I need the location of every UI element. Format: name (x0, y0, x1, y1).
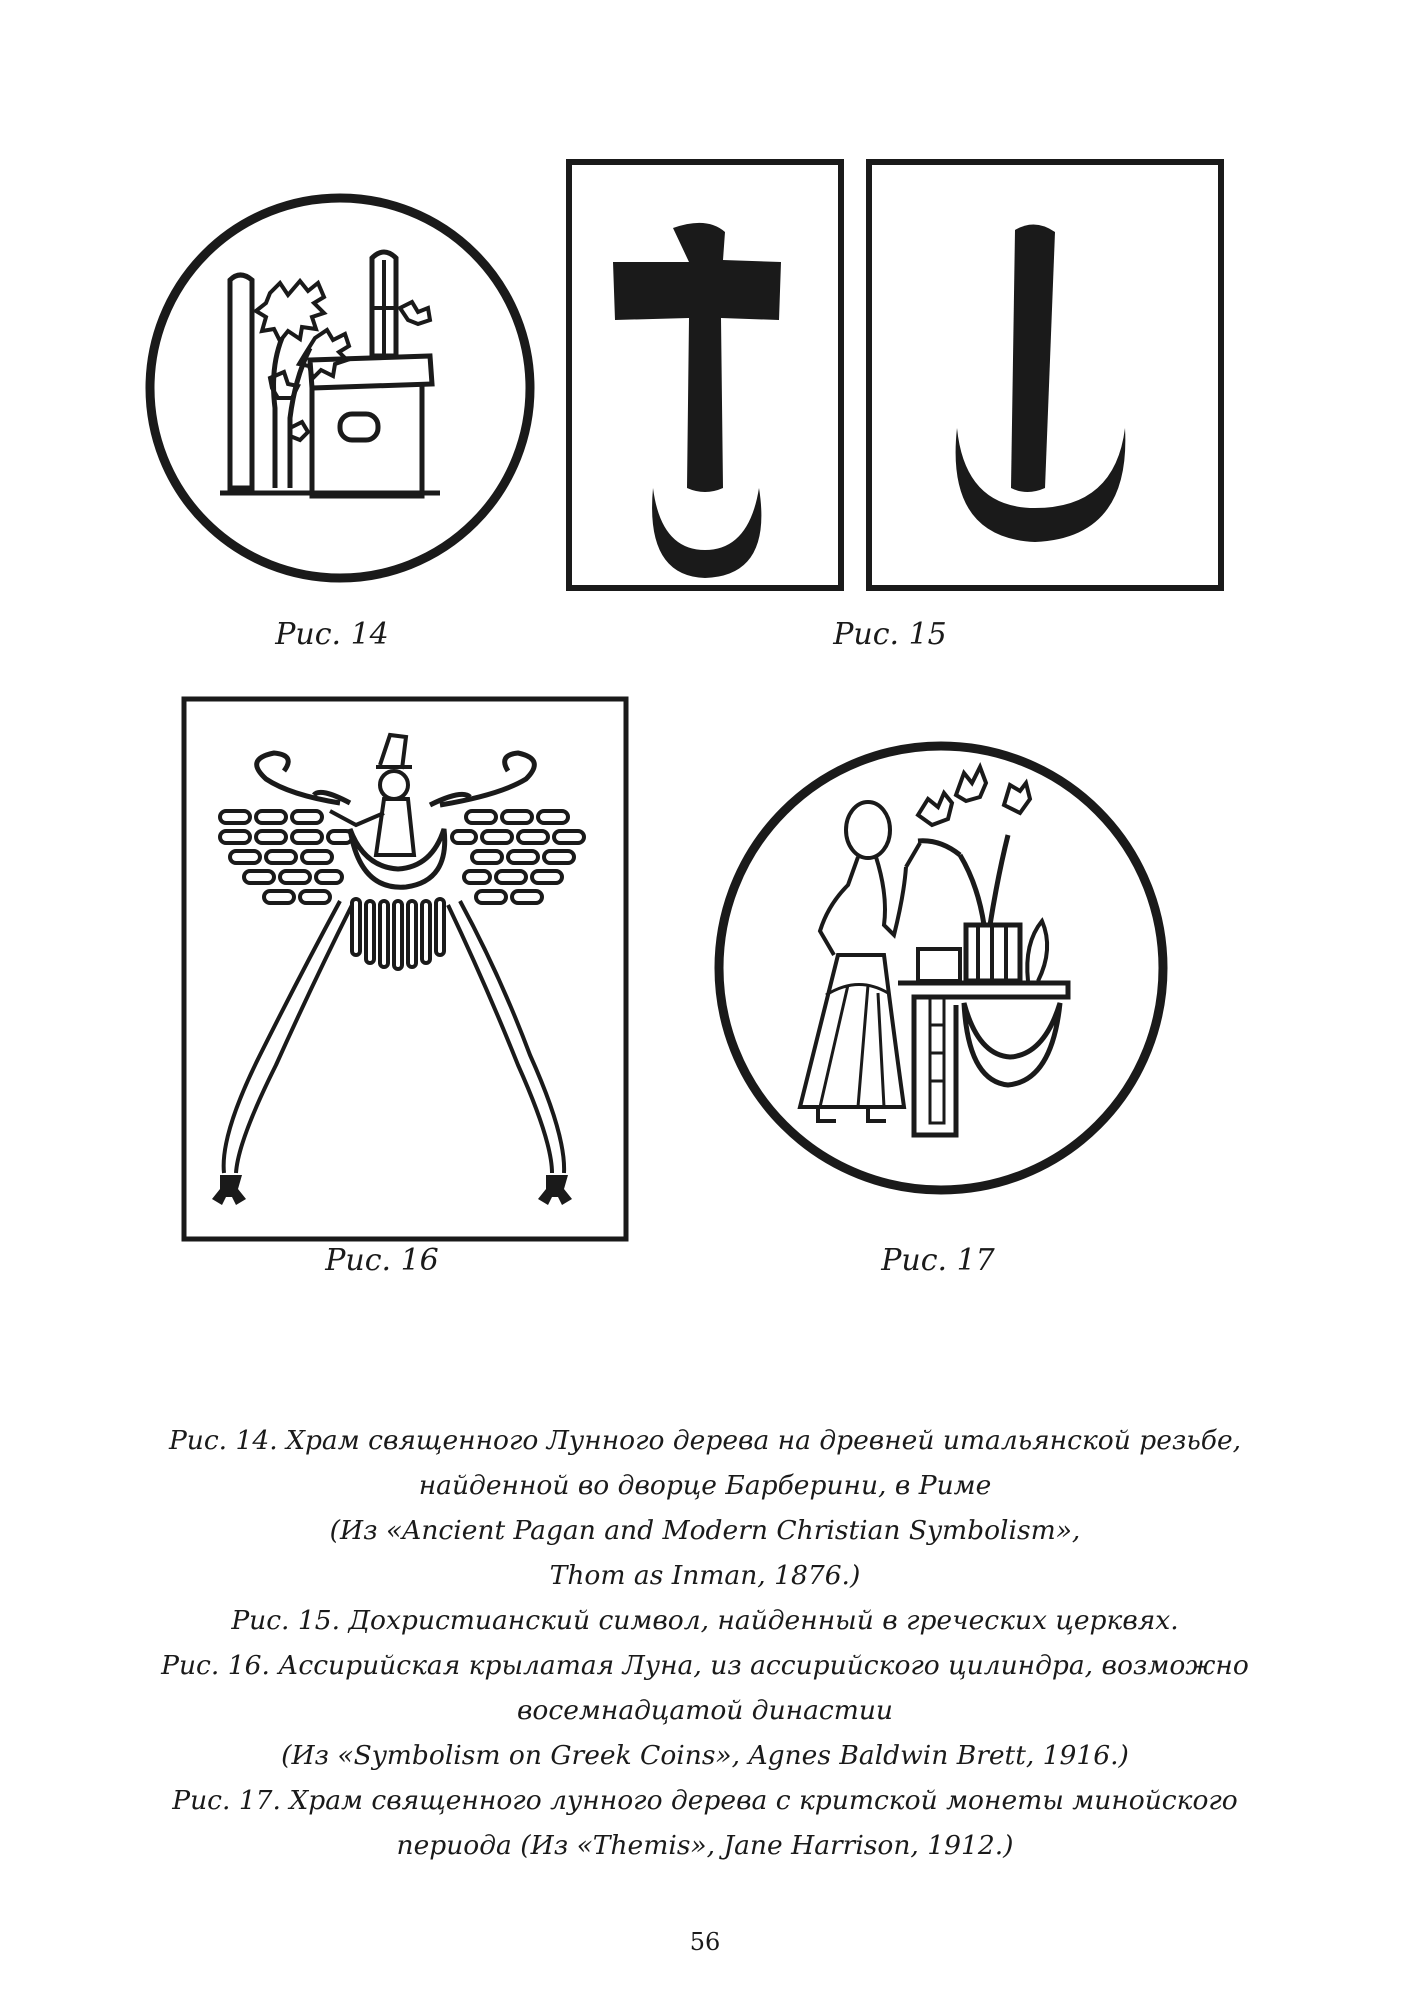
page-number: 56 (689, 1928, 721, 1956)
figure-14-illustration (140, 188, 540, 588)
caption-fig17-line1: Рис. 17. Храм священного лунного дерева с критской монеты минойского (172, 1785, 1238, 1816)
figure-17-label: Рис. 17 (881, 1243, 995, 1278)
caption-fig16-line1: Рис. 16. Ассирийская крылатая Луна, из ассирийского цилиндра, возможно (161, 1650, 1249, 1681)
figure-captions (120, 1418, 1290, 1868)
caption-fig14-line2: найденной во дворце Барберини, в Риме (418, 1470, 992, 1501)
figure-14-label: Рис. 14 (275, 617, 389, 652)
caption-fig16-line3: (Из «Symbolism on Greek Coins», Agnes Baldwin Brett, 1916.) (281, 1740, 1129, 1771)
figure-16-label: Рис. 16 (325, 1243, 439, 1278)
caption-fig14-line3: (Из «Ancient Pagan and Modern Christian Symbolism», (329, 1515, 1081, 1546)
caption-fig14-line4: Thom as Inman, 1876.) (549, 1560, 861, 1591)
figure-15-left-cross-illustration (565, 158, 845, 592)
caption-fig17-line2: периода (Из «Themis», Jane Harrison, 1912.) (396, 1830, 1014, 1861)
caption-fig14-line1: Рис. 14. Храм священного Лунного дерева на древней итальянской резьбе, (168, 1425, 1242, 1456)
figure-17-illustration (708, 735, 1174, 1201)
figure-15-right-pillar-illustration (865, 158, 1225, 592)
caption-fig16-line2: восемнадцатой династии (516, 1695, 893, 1726)
figure-16-illustration (180, 695, 630, 1243)
figure-15-label: Рис. 15 (833, 617, 947, 652)
caption-fig15-line1: Рис. 15. Дохристианский символ, найденный в греческих церквях. (231, 1605, 1179, 1636)
